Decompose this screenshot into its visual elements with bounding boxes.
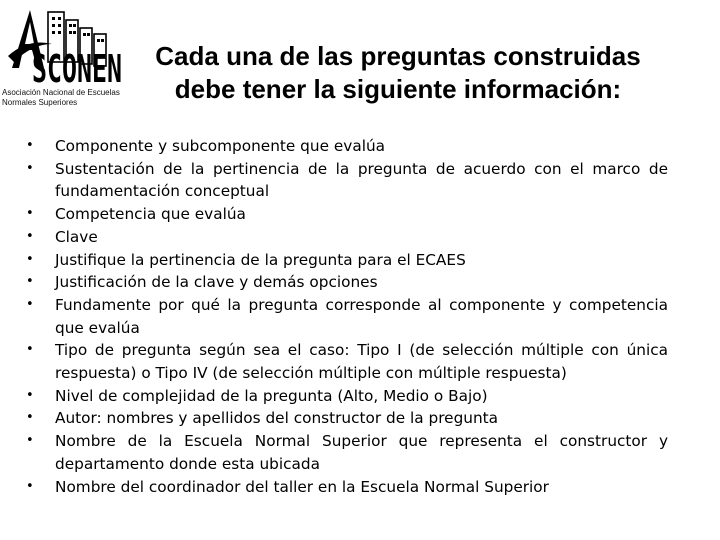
list-item-text: Nombre del coordinador del taller en la Escuela Normal Superior [55,477,549,496]
list-item [26,158,668,203]
bullet-icon: • [26,342,34,358]
svg-text:SCONEN: SCONEN [32,47,122,91]
bullet-icon: • [26,206,34,222]
list-item-text: Clave [55,227,98,246]
bullet-icon: • [26,433,34,449]
list-item-text: Sustentación de la pertinencia de la pregunta de acuerdo con el marco de fundamentación conceptual [55,159,668,201]
list-item [26,476,668,499]
list-item [26,294,668,339]
title-line2: debe tener la siguiente información: [174,74,622,104]
list-item-text: Componente y subcomponente que evalúa [55,137,386,155]
asconen-logo-mark [8,8,126,91]
logo-caption-line2: Normales Superiores [2,98,78,107]
requirements-list [26,135,668,498]
list-item-text: Competencia que evalúa [55,205,246,224]
slide-title [128,40,668,106]
list-item-text: Nivel de complejidad de la pregunta (Alto, Medio o Bajo) [55,386,488,405]
bullet-icon: • [26,296,34,312]
list-item [26,226,668,249]
asconen-logo [2,8,132,118]
list-item-text: Nombre de la Escuela Normal Superior que representa el constructor y departamento donde esta ubicada [55,432,668,473]
bullet-icon: • [26,478,34,494]
list-item [26,271,668,294]
list-item-text: Autor: nombres y apellidos del constructor de la pregunta [55,409,499,428]
bullet-icon: • [26,138,34,153]
bullet-icon: • [26,251,34,267]
list-item [26,339,668,384]
list-item-text: Justifique la pertinencia de la pregunta para el ECAES [55,250,466,269]
bullet-icon: • [26,274,34,290]
title-line1: Cada una de las preguntas construidas [155,41,641,71]
bullet-icon: • [26,410,34,426]
list-item [26,385,668,408]
list-item [26,203,668,226]
list-item [26,430,668,475]
list-item-text: Justificación de la clave y demás opciones [55,273,378,292]
logo-caption [2,88,142,108]
logo-caption-line1: Asociación Nacional de Escuelas [2,88,120,97]
list-item-text: Fundamente por qué la pregunta corresponde al componente y competencia que evalúa [55,295,668,337]
list-item [26,135,668,158]
list-item [26,249,668,272]
bullet-icon: • [26,387,34,403]
bullet-icon: • [26,228,34,244]
list-item [26,407,668,430]
bullet-icon: • [26,160,34,176]
list-item-text: Tipo de pregunta según sea el caso: Tipo I (de selección múltiple con única respuesta) o Tipo IV (de selección múltiple con múltiple respuesta) [55,341,668,383]
